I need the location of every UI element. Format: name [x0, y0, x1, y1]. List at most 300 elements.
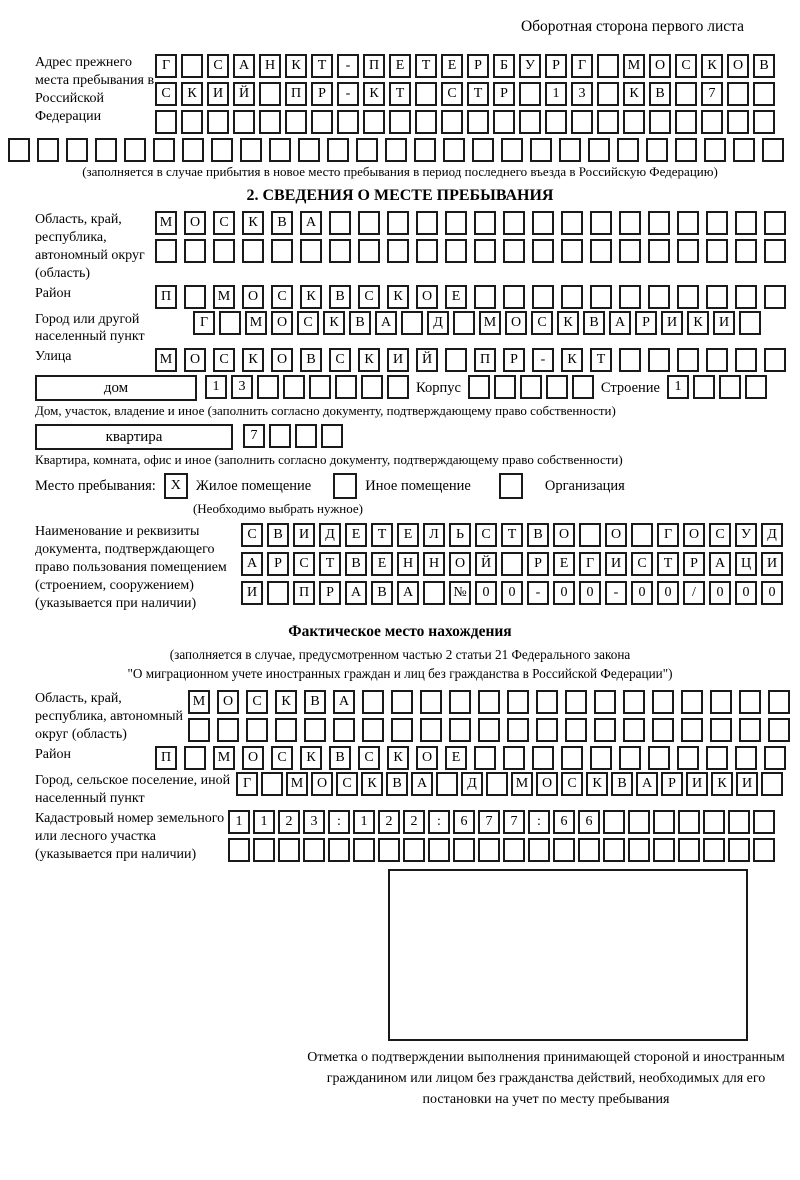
char-cell[interactable]: А: [233, 54, 255, 78]
char-cell[interactable]: 1: [667, 375, 689, 399]
char-cell[interactable]: В: [583, 311, 605, 335]
char-cell[interactable]: С: [293, 552, 315, 576]
char-cell[interactable]: К: [300, 746, 322, 770]
char-cell[interactable]: М: [188, 690, 210, 714]
char-cell[interactable]: [443, 138, 465, 162]
char-cell[interactable]: [619, 746, 641, 770]
char-cell[interactable]: Д: [461, 772, 483, 796]
char-cell[interactable]: [257, 375, 279, 399]
char-cell[interactable]: [530, 138, 552, 162]
char-cell[interactable]: [652, 718, 674, 742]
char-cell[interactable]: О: [184, 348, 206, 372]
char-cell[interactable]: С: [675, 54, 697, 78]
char-cell[interactable]: [677, 239, 699, 263]
char-cell[interactable]: [561, 211, 583, 235]
char-cell[interactable]: К: [361, 772, 383, 796]
char-cell[interactable]: [503, 838, 525, 862]
char-cell[interactable]: 6: [453, 810, 475, 834]
char-cell[interactable]: [507, 690, 529, 714]
char-cell[interactable]: [181, 54, 203, 78]
char-cell[interactable]: О: [536, 772, 558, 796]
char-cell[interactable]: 7: [701, 82, 723, 106]
char-cell[interactable]: К: [242, 348, 264, 372]
char-cell[interactable]: К: [181, 82, 203, 106]
char-cell[interactable]: [735, 239, 757, 263]
char-cell[interactable]: И: [241, 581, 263, 605]
char-cell[interactable]: А: [241, 552, 263, 576]
char-cell[interactable]: [649, 110, 671, 134]
char-cell[interactable]: О: [727, 54, 749, 78]
char-cell[interactable]: В: [345, 552, 367, 576]
char-cell[interactable]: [588, 138, 610, 162]
char-cell[interactable]: [519, 82, 541, 106]
char-cell[interactable]: И: [686, 772, 708, 796]
char-cell[interactable]: :: [328, 810, 350, 834]
char-cell[interactable]: К: [557, 311, 579, 335]
char-cell[interactable]: [578, 838, 600, 862]
char-cell[interactable]: [532, 746, 554, 770]
char-cell[interactable]: [648, 211, 670, 235]
char-cell[interactable]: [423, 581, 445, 605]
char-cell[interactable]: [303, 838, 325, 862]
char-cell[interactable]: [95, 138, 117, 162]
char-cell[interactable]: [594, 690, 616, 714]
char-cell[interactable]: [155, 110, 177, 134]
char-cell[interactable]: С: [358, 285, 380, 309]
char-cell[interactable]: [449, 690, 471, 714]
char-cell[interactable]: 2: [403, 810, 425, 834]
char-cell[interactable]: К: [285, 54, 307, 78]
char-cell[interactable]: В: [753, 54, 775, 78]
char-cell[interactable]: Т: [319, 552, 341, 576]
char-cell[interactable]: О: [242, 285, 264, 309]
char-cell[interactable]: [259, 110, 281, 134]
char-cell[interactable]: Т: [371, 523, 393, 547]
char-cell[interactable]: К: [687, 311, 709, 335]
char-cell[interactable]: С: [475, 523, 497, 547]
char-cell[interactable]: О: [242, 746, 264, 770]
char-cell[interactable]: [617, 138, 639, 162]
char-cell[interactable]: [304, 718, 326, 742]
char-cell[interactable]: [706, 285, 728, 309]
char-cell[interactable]: О: [505, 311, 527, 335]
char-cell[interactable]: -: [532, 348, 554, 372]
char-cell[interactable]: [385, 138, 407, 162]
char-cell[interactable]: В: [329, 746, 351, 770]
char-cell[interactable]: [628, 838, 650, 862]
char-cell[interactable]: [507, 718, 529, 742]
char-cell[interactable]: М: [213, 285, 235, 309]
char-cell[interactable]: [706, 211, 728, 235]
char-cell[interactable]: [710, 718, 732, 742]
char-cell[interactable]: [561, 239, 583, 263]
char-cell[interactable]: [768, 690, 790, 714]
char-cell[interactable]: М: [286, 772, 308, 796]
char-cell[interactable]: [623, 690, 645, 714]
char-cell[interactable]: [207, 110, 229, 134]
char-cell[interactable]: [391, 718, 413, 742]
char-cell[interactable]: [182, 138, 204, 162]
char-cell[interactable]: [329, 239, 351, 263]
char-cell[interactable]: 1: [253, 810, 275, 834]
char-cell[interactable]: [652, 690, 674, 714]
char-cell[interactable]: №: [449, 581, 471, 605]
char-cell[interactable]: 0: [631, 581, 653, 605]
char-cell[interactable]: Ь: [449, 523, 471, 547]
char-cell[interactable]: Б: [493, 54, 515, 78]
char-cell[interactable]: О: [605, 523, 627, 547]
char-cell[interactable]: [242, 239, 264, 263]
char-cell[interactable]: Р: [467, 54, 489, 78]
char-cell[interactable]: [764, 746, 786, 770]
char-cell[interactable]: [768, 718, 790, 742]
char-cell[interactable]: [188, 718, 210, 742]
char-cell[interactable]: К: [300, 285, 322, 309]
char-cell[interactable]: Д: [427, 311, 449, 335]
char-cell[interactable]: [739, 718, 761, 742]
char-cell[interactable]: С: [241, 523, 263, 547]
char-cell[interactable]: [753, 82, 775, 106]
char-cell[interactable]: [337, 110, 359, 134]
char-cell[interactable]: В: [649, 82, 671, 106]
char-cell[interactable]: [474, 285, 496, 309]
char-cell[interactable]: О: [271, 348, 293, 372]
char-cell[interactable]: [590, 285, 612, 309]
char-cell[interactable]: [735, 211, 757, 235]
char-cell[interactable]: [269, 138, 291, 162]
char-cell[interactable]: О: [553, 523, 575, 547]
char-cell[interactable]: С: [531, 311, 553, 335]
char-cell[interactable]: [327, 138, 349, 162]
char-cell[interactable]: [37, 138, 59, 162]
char-cell[interactable]: С: [561, 772, 583, 796]
char-cell[interactable]: [283, 375, 305, 399]
char-cell[interactable]: [478, 718, 500, 742]
char-cell[interactable]: [675, 110, 697, 134]
char-cell[interactable]: К: [711, 772, 733, 796]
char-cell[interactable]: [579, 523, 601, 547]
char-cell[interactable]: С: [207, 54, 229, 78]
char-cell[interactable]: [453, 838, 475, 862]
char-cell[interactable]: 3: [571, 82, 593, 106]
char-cell[interactable]: А: [397, 581, 419, 605]
char-cell[interactable]: И: [661, 311, 683, 335]
char-cell[interactable]: [565, 690, 587, 714]
char-cell[interactable]: Т: [657, 552, 679, 576]
char-cell[interactable]: [653, 810, 675, 834]
char-cell[interactable]: [389, 110, 411, 134]
char-cell[interactable]: [333, 718, 355, 742]
char-cell[interactable]: Г: [657, 523, 679, 547]
char-cell[interactable]: И: [605, 552, 627, 576]
char-cell[interactable]: Р: [319, 581, 341, 605]
char-cell[interactable]: [211, 138, 233, 162]
char-cell[interactable]: [501, 138, 523, 162]
char-cell[interactable]: [733, 138, 755, 162]
char-cell[interactable]: Т: [590, 348, 612, 372]
char-cell[interactable]: [387, 239, 409, 263]
char-cell[interactable]: [536, 718, 558, 742]
char-cell[interactable]: [735, 285, 757, 309]
char-cell[interactable]: В: [527, 523, 549, 547]
char-cell[interactable]: 0: [761, 581, 783, 605]
char-cell[interactable]: [597, 82, 619, 106]
char-cell[interactable]: А: [411, 772, 433, 796]
char-cell[interactable]: О: [416, 285, 438, 309]
char-cell[interactable]: [181, 110, 203, 134]
char-cell[interactable]: [269, 424, 291, 448]
char-cell[interactable]: 2: [278, 810, 300, 834]
char-cell[interactable]: [403, 838, 425, 862]
char-cell[interactable]: [153, 138, 175, 162]
char-cell[interactable]: [420, 718, 442, 742]
char-cell[interactable]: [681, 718, 703, 742]
char-cell[interactable]: [572, 375, 594, 399]
char-cell[interactable]: А: [333, 690, 355, 714]
char-cell[interactable]: [764, 348, 786, 372]
char-cell[interactable]: В: [371, 581, 393, 605]
char-cell[interactable]: Е: [371, 552, 393, 576]
char-cell[interactable]: [706, 348, 728, 372]
char-cell[interactable]: 2: [378, 810, 400, 834]
char-cell[interactable]: [753, 838, 775, 862]
char-cell[interactable]: Р: [635, 311, 657, 335]
char-cell[interactable]: [677, 348, 699, 372]
char-cell[interactable]: В: [329, 285, 351, 309]
char-cell[interactable]: Г: [236, 772, 258, 796]
char-cell[interactable]: 0: [579, 581, 601, 605]
char-cell[interactable]: М: [511, 772, 533, 796]
char-cell[interactable]: Н: [259, 54, 281, 78]
char-cell[interactable]: [155, 239, 177, 263]
char-cell[interactable]: О: [184, 211, 206, 235]
char-cell[interactable]: У: [735, 523, 757, 547]
char-cell[interactable]: [706, 239, 728, 263]
char-cell[interactable]: И: [293, 523, 315, 547]
char-cell[interactable]: [275, 718, 297, 742]
char-cell[interactable]: [678, 810, 700, 834]
char-cell[interactable]: [321, 424, 343, 448]
char-cell[interactable]: И: [713, 311, 735, 335]
char-cell[interactable]: Й: [416, 348, 438, 372]
char-cell[interactable]: К: [561, 348, 583, 372]
char-cell[interactable]: [603, 838, 625, 862]
char-cell[interactable]: К: [275, 690, 297, 714]
char-cell[interactable]: [428, 838, 450, 862]
char-cell[interactable]: С: [297, 311, 319, 335]
char-cell[interactable]: [648, 285, 670, 309]
char-cell[interactable]: [503, 285, 525, 309]
char-cell[interactable]: С: [271, 746, 293, 770]
char-cell[interactable]: [415, 110, 437, 134]
char-cell[interactable]: В: [611, 772, 633, 796]
char-cell[interactable]: В: [267, 523, 289, 547]
char-cell[interactable]: С: [271, 285, 293, 309]
char-cell[interactable]: [184, 746, 206, 770]
char-cell[interactable]: И: [761, 552, 783, 576]
char-cell[interactable]: О: [449, 552, 471, 576]
char-cell[interactable]: М: [479, 311, 501, 335]
char-cell[interactable]: [532, 211, 554, 235]
char-cell[interactable]: [739, 690, 761, 714]
char-cell[interactable]: -: [337, 54, 359, 78]
char-cell[interactable]: [735, 746, 757, 770]
char-cell[interactable]: :: [528, 810, 550, 834]
char-cell[interactable]: М: [155, 348, 177, 372]
char-cell[interactable]: [494, 375, 516, 399]
char-cell[interactable]: [553, 838, 575, 862]
char-cell[interactable]: -: [605, 581, 627, 605]
char-cell[interactable]: [520, 375, 542, 399]
char-cell[interactable]: [453, 311, 475, 335]
char-cell[interactable]: П: [155, 746, 177, 770]
char-cell[interactable]: [358, 211, 380, 235]
char-cell[interactable]: Т: [467, 82, 489, 106]
char-cell[interactable]: И: [736, 772, 758, 796]
char-cell[interactable]: [228, 838, 250, 862]
char-cell[interactable]: -: [337, 82, 359, 106]
char-cell[interactable]: [8, 138, 30, 162]
char-cell[interactable]: К: [623, 82, 645, 106]
char-cell[interactable]: [474, 746, 496, 770]
char-cell[interactable]: [362, 718, 384, 742]
char-cell[interactable]: [648, 239, 670, 263]
char-cell[interactable]: [764, 211, 786, 235]
char-cell[interactable]: [449, 718, 471, 742]
char-cell[interactable]: [353, 838, 375, 862]
char-cell[interactable]: 1: [545, 82, 567, 106]
char-cell[interactable]: О: [271, 311, 293, 335]
char-cell[interactable]: [240, 138, 262, 162]
char-cell[interactable]: Е: [441, 54, 463, 78]
char-cell[interactable]: [603, 810, 625, 834]
char-cell[interactable]: [362, 690, 384, 714]
char-cell[interactable]: [474, 211, 496, 235]
char-cell[interactable]: О: [649, 54, 671, 78]
char-cell[interactable]: Р: [527, 552, 549, 576]
char-cell[interactable]: [472, 138, 494, 162]
char-cell[interactable]: В: [349, 311, 371, 335]
char-cell[interactable]: 7: [503, 810, 525, 834]
char-cell[interactable]: [719, 375, 741, 399]
char-cell[interactable]: Т: [389, 82, 411, 106]
char-cell[interactable]: 1: [205, 375, 227, 399]
char-cell[interactable]: О: [311, 772, 333, 796]
char-cell[interactable]: П: [155, 285, 177, 309]
char-cell[interactable]: [677, 285, 699, 309]
char-cell[interactable]: А: [609, 311, 631, 335]
char-cell[interactable]: [478, 690, 500, 714]
char-cell[interactable]: 0: [735, 581, 757, 605]
char-cell[interactable]: :: [428, 810, 450, 834]
char-cell[interactable]: [213, 239, 235, 263]
char-cell[interactable]: В: [300, 348, 322, 372]
char-cell[interactable]: [300, 239, 322, 263]
checkbox-other-premises[interactable]: [333, 473, 357, 499]
char-cell[interactable]: [184, 239, 206, 263]
char-cell[interactable]: [420, 690, 442, 714]
char-cell[interactable]: [561, 285, 583, 309]
char-cell[interactable]: В: [271, 211, 293, 235]
char-cell[interactable]: [358, 239, 380, 263]
char-cell[interactable]: [675, 82, 697, 106]
char-cell[interactable]: [761, 772, 783, 796]
char-cell[interactable]: П: [285, 82, 307, 106]
char-cell[interactable]: [532, 239, 554, 263]
char-cell[interactable]: Н: [397, 552, 419, 576]
char-cell[interactable]: С: [631, 552, 653, 576]
char-cell[interactable]: [246, 718, 268, 742]
char-cell[interactable]: [387, 375, 409, 399]
char-cell[interactable]: [474, 239, 496, 263]
char-cell[interactable]: [623, 110, 645, 134]
char-cell[interactable]: [619, 348, 641, 372]
char-cell[interactable]: [532, 285, 554, 309]
char-cell[interactable]: [416, 239, 438, 263]
char-cell[interactable]: [445, 348, 467, 372]
char-cell[interactable]: [391, 690, 413, 714]
char-cell[interactable]: К: [323, 311, 345, 335]
char-cell[interactable]: [217, 718, 239, 742]
char-cell[interactable]: К: [363, 82, 385, 106]
char-cell[interactable]: Ц: [735, 552, 757, 576]
char-cell[interactable]: [704, 138, 726, 162]
char-cell[interactable]: К: [387, 285, 409, 309]
char-cell[interactable]: С: [336, 772, 358, 796]
char-cell[interactable]: В: [304, 690, 326, 714]
char-cell[interactable]: [124, 138, 146, 162]
char-cell[interactable]: Р: [503, 348, 525, 372]
char-cell[interactable]: 7: [243, 424, 265, 448]
char-cell[interactable]: Р: [661, 772, 683, 796]
char-cell[interactable]: О: [416, 746, 438, 770]
char-cell[interactable]: Р: [311, 82, 333, 106]
char-cell[interactable]: 6: [578, 810, 600, 834]
char-cell[interactable]: [493, 110, 515, 134]
char-cell[interactable]: [468, 375, 490, 399]
char-cell[interactable]: [693, 375, 715, 399]
char-cell[interactable]: 3: [231, 375, 253, 399]
char-cell[interactable]: Т: [501, 523, 523, 547]
char-cell[interactable]: [648, 348, 670, 372]
char-cell[interactable]: И: [387, 348, 409, 372]
char-cell[interactable]: Г: [193, 311, 215, 335]
char-cell[interactable]: 6: [553, 810, 575, 834]
char-cell[interactable]: [710, 690, 732, 714]
char-cell[interactable]: [445, 211, 467, 235]
char-cell[interactable]: [467, 110, 489, 134]
char-cell[interactable]: 3: [303, 810, 325, 834]
char-cell[interactable]: [501, 552, 523, 576]
char-cell[interactable]: Л: [423, 523, 445, 547]
char-cell[interactable]: [415, 82, 437, 106]
char-cell[interactable]: П: [474, 348, 496, 372]
char-cell[interactable]: [753, 110, 775, 134]
char-cell[interactable]: [681, 690, 703, 714]
char-cell[interactable]: [597, 110, 619, 134]
char-cell[interactable]: Р: [493, 82, 515, 106]
char-cell[interactable]: [478, 838, 500, 862]
char-cell[interactable]: [597, 54, 619, 78]
house-type-box[interactable]: дом: [35, 375, 197, 401]
char-cell[interactable]: [619, 211, 641, 235]
char-cell[interactable]: К: [701, 54, 723, 78]
char-cell[interactable]: [631, 523, 653, 547]
char-cell[interactable]: Д: [319, 523, 341, 547]
char-cell[interactable]: [519, 110, 541, 134]
char-cell[interactable]: И: [207, 82, 229, 106]
char-cell[interactable]: А: [300, 211, 322, 235]
